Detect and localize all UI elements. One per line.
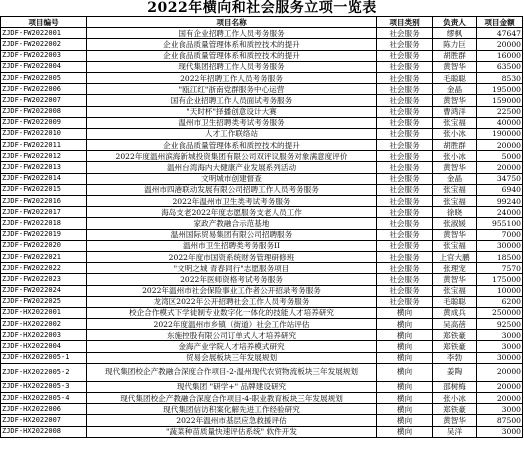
table-row xyxy=(1,426,523,437)
project-amount: 3000 xyxy=(477,341,523,352)
project-amount: 99240 xyxy=(477,196,523,207)
table-row xyxy=(1,196,523,207)
project-amount: 87500 xyxy=(477,415,523,426)
project-code: ZJDF-FW2022004 xyxy=(1,61,87,72)
project-category: 社会服务 xyxy=(377,128,433,139)
project-code: ZJDF-FW2022013 xyxy=(1,162,87,173)
project-leader: 张宝福 xyxy=(433,184,477,195)
project-name: 现代集团招聘工作人员考务服务 xyxy=(87,61,377,72)
project-leader: 郑铁豪 xyxy=(433,341,477,352)
project-code: ZJDF-HX2022005-3 xyxy=(1,381,87,392)
project-amount: 16000 xyxy=(477,50,523,61)
project-amount: 47647 xyxy=(477,28,523,39)
project-name: 文明城市创建督查 xyxy=(87,173,377,184)
project-name: 企业食品质量管理体系和质控技术的提升 xyxy=(87,140,377,151)
project-code: ZJDF-HX2022004 xyxy=(1,341,87,352)
project-leader: 黄成兵 xyxy=(433,307,477,318)
project-leader: 缪枫 xyxy=(433,28,477,39)
project-name: 贸易会展板块三年发展规划 xyxy=(87,352,377,363)
project-amount: 7570 xyxy=(477,263,523,274)
table-row xyxy=(1,296,523,307)
project-category: 社会服务 xyxy=(377,196,433,207)
project-leader: 张宝福 xyxy=(433,117,477,128)
project-amount: 6200 xyxy=(477,296,523,307)
project-category: 横向 xyxy=(377,393,433,404)
header-amount: 项目金额 xyxy=(477,17,523,28)
table-row xyxy=(1,128,523,139)
project-leader: 姜陶 xyxy=(433,363,477,381)
project-leader: 黄智华 xyxy=(433,95,477,106)
table-row xyxy=(1,61,523,72)
project-code: ZJDF-FW2022003 xyxy=(1,50,87,61)
project-leader: 张宝福 xyxy=(433,240,477,251)
project-amount: 20000 xyxy=(477,381,523,392)
project-code: ZJDF-FW2022023 xyxy=(1,274,87,285)
project-name: 国有企业招聘工作人员面试考务服务 xyxy=(87,95,377,106)
project-code: ZJDF-FW2022022 xyxy=(1,263,87,274)
table-row xyxy=(1,140,523,151)
project-leader: 黄智华 xyxy=(433,274,477,285)
project-code: ZJDF-HX2022007 xyxy=(1,415,87,426)
project-category: 横向 xyxy=(377,341,433,352)
project-amount: 20000 xyxy=(477,393,523,404)
project-name: "天时杯"择播创意设计大赛 xyxy=(87,106,377,117)
header-category: 项目类别 xyxy=(377,17,433,28)
project-leader: 郑铁豪 xyxy=(433,330,477,341)
project-leader: 金晶 xyxy=(433,84,477,95)
table-row xyxy=(1,274,523,285)
project-name: "瓯江红"浙南党群服务中心运营 xyxy=(87,84,377,95)
table-header-row xyxy=(1,17,523,28)
project-category: 社会服务 xyxy=(377,72,433,83)
project-category: 社会服务 xyxy=(377,207,433,218)
project-category: 社会服务 xyxy=(377,50,433,61)
project-code: ZJDF-FW2022008 xyxy=(1,106,87,117)
project-category: 横向 xyxy=(377,426,433,437)
project-amount: 34750 xyxy=(477,173,523,184)
header-code: 项目编号 xyxy=(1,17,87,28)
project-code: ZJDF-HX2022006 xyxy=(1,404,87,415)
table-row xyxy=(1,50,523,61)
project-code: ZJDF-HX2022005-1 xyxy=(1,352,87,363)
project-name: 家政产教融合示范基地 xyxy=(87,218,377,229)
project-leader: 张宝福 xyxy=(433,285,477,296)
project-category: 社会服务 xyxy=(377,95,433,106)
table-row xyxy=(1,251,523,262)
project-name: 现代集团信访积案化解先进工作经验研究 xyxy=(87,404,377,415)
project-amount: 20000 xyxy=(477,39,523,50)
project-code: ZJDF-FW2022007 xyxy=(1,95,87,106)
project-category: 社会服务 xyxy=(377,106,433,117)
table-row xyxy=(1,307,523,318)
project-leader: 胡胜群 xyxy=(433,140,477,151)
project-amount: 22500 xyxy=(477,106,523,117)
project-category: 横向 xyxy=(377,319,433,330)
project-leader: 张小冰 xyxy=(433,128,477,139)
project-category: 横向 xyxy=(377,404,433,415)
project-leader: 李勃 xyxy=(433,352,477,363)
table-row xyxy=(1,381,523,392)
project-name: 温州市四港联动发展有限公司招聘工作人员考务服务 xyxy=(87,184,377,195)
project-code: ZJDF-FW2022005 xyxy=(1,72,87,83)
project-leader: 胡胜群 xyxy=(433,50,477,61)
project-amount: 6940 xyxy=(477,184,523,195)
project-name: 2022年招聘工作人员考务服务 xyxy=(87,72,377,83)
table-row xyxy=(1,393,523,404)
project-leader: 陈力巨 xyxy=(433,39,477,50)
project-code: ZJDF-FW2022012 xyxy=(1,151,87,162)
project-category: 社会服务 xyxy=(377,240,433,251)
project-name: 企业食品质量管理体系和质控技术的提升 xyxy=(87,39,377,50)
table-row xyxy=(1,330,523,341)
project-amount: 159000 xyxy=(477,95,523,106)
project-category: 社会服务 xyxy=(377,117,433,128)
project-category: 社会服务 xyxy=(377,61,433,72)
table-row xyxy=(1,173,523,184)
project-name: 2022年度市国资系统财务管理研修班 xyxy=(87,251,377,262)
project-leader: 黄智华 xyxy=(433,61,477,72)
project-name: 国有企业招聘工作人员考务服务 xyxy=(87,28,377,39)
project-leader: 邵树梅 xyxy=(433,381,477,392)
project-category: 社会服务 xyxy=(377,263,433,274)
page-title: 2022年横向和社会服务立项一览表 xyxy=(147,0,377,16)
table-row xyxy=(1,28,523,39)
project-leader: 郑铁豪 xyxy=(433,404,477,415)
project-code: ZJDF-FW2022017 xyxy=(1,207,87,218)
table-row xyxy=(1,263,523,274)
project-leader: 张小冰 xyxy=(433,393,477,404)
project-table xyxy=(0,16,523,438)
table-body xyxy=(1,28,523,438)
project-name: 2022年医师资格考试考务服务 xyxy=(87,274,377,285)
table-row xyxy=(1,39,523,50)
project-category: 横向 xyxy=(377,363,433,381)
project-amount: 30000 xyxy=(477,240,523,251)
project-amount: 955100 xyxy=(477,218,523,229)
project-amount: 8530 xyxy=(477,72,523,83)
table-row xyxy=(1,184,523,195)
project-amount: 40000 xyxy=(477,117,523,128)
project-code: ZJDF-FW2022021 xyxy=(1,251,87,262)
project-name: 企业食品质量管理体系和质控技术的提升 xyxy=(87,50,377,61)
project-leader: 黄智华 xyxy=(433,229,477,240)
table-row xyxy=(1,151,523,162)
project-leader: 毛聪聪 xyxy=(433,296,477,307)
project-name: 2022年度温州滨海新城投资集团有限公司双评议服务对象满意度评价 xyxy=(87,151,377,162)
table-row xyxy=(1,285,523,296)
project-amount: 5000 xyxy=(477,151,523,162)
project-category: 社会服务 xyxy=(377,218,433,229)
project-name: 金海产业学院人才培养模式研究 xyxy=(87,341,377,352)
project-code: ZJDF-FW2022006 xyxy=(1,84,87,95)
project-name: 校企合作模式下学徒制专业数字化一体化的技能人才培养研究 xyxy=(87,307,377,318)
table-row xyxy=(1,352,523,363)
project-category: 社会服务 xyxy=(377,251,433,262)
table-row xyxy=(1,72,523,83)
project-code: ZJDF-FW2022016 xyxy=(1,196,87,207)
project-code: ZJDF-HX2022005-2 xyxy=(1,363,87,381)
table-row xyxy=(1,363,523,381)
project-category: 社会服务 xyxy=(377,151,433,162)
project-amount: 20000 xyxy=(477,363,523,381)
project-name: "文明之城 青春同行"志愿服务项目 xyxy=(87,263,377,274)
project-amount: 18500 xyxy=(477,251,523,262)
project-code: ZJDF-FW2022010 xyxy=(1,128,87,139)
table-row xyxy=(1,240,523,251)
project-amount: 24000 xyxy=(477,207,523,218)
table-row xyxy=(1,162,523,173)
project-name: 现代集团校企产教融合深度合作项目-4-职业教育板块三年发展规划 xyxy=(87,393,377,404)
project-category: 社会服务 xyxy=(377,28,433,39)
project-category: 横向 xyxy=(377,381,433,392)
project-code: ZJDF-HX2022008 xyxy=(1,426,87,437)
project-category: 横向 xyxy=(377,330,433,341)
table-row xyxy=(1,404,523,415)
project-amount: 20000 xyxy=(477,162,523,173)
project-name: 龙湾区2022年公开招聘社会工作人员考务服务 xyxy=(87,296,377,307)
project-amount: 3000 xyxy=(477,404,523,415)
project-leader: 毛聪聪 xyxy=(433,72,477,83)
project-code: ZJDF-FW2022011 xyxy=(1,140,87,151)
table-row xyxy=(1,319,523,330)
project-code: ZJDF-FW2022019 xyxy=(1,229,87,240)
project-category: 社会服务 xyxy=(377,84,433,95)
project-leader: 张小冰 xyxy=(433,151,477,162)
project-category: 社会服务 xyxy=(377,184,433,195)
header-person: 负责人 xyxy=(433,17,477,28)
project-amount: 20000 xyxy=(477,140,523,151)
project-code: ZJDF-FW2022014 xyxy=(1,173,87,184)
project-name: "蔬菜种苗质量快速评估系统" 软件开发 xyxy=(87,426,377,437)
project-amount: 250000 xyxy=(477,307,523,318)
project-amount: 175000 xyxy=(477,274,523,285)
project-name: 现代集团 "研学+" 品牌建设研究 xyxy=(87,381,377,392)
project-name: 温州市卫生招聘类考务服务II xyxy=(87,240,377,251)
project-category: 社会服务 xyxy=(377,274,433,285)
project-amount: 7000 xyxy=(477,229,523,240)
project-code: ZJDF-HX2022003 xyxy=(1,330,87,341)
project-name: 海岛支老2022年度志愿服务支老人员工作 xyxy=(87,207,377,218)
table-row xyxy=(1,415,523,426)
project-code: ZJDF-HX2022002 xyxy=(1,319,87,330)
project-code: ZJDF-FW2022001 xyxy=(1,28,87,39)
project-code: ZJDF-FW2022009 xyxy=(1,117,87,128)
project-name: 2022年温州市基层应急救援评估 xyxy=(87,415,377,426)
project-category: 横向 xyxy=(377,415,433,426)
project-name: 温州市卫生招聘类考试考务服务 xyxy=(87,117,377,128)
project-code: ZJDF-HX2022005-4 xyxy=(1,393,87,404)
project-name: 现代集团校企产教融合深度合作项目-2-温州现代农贸物流板块三年发展规划 xyxy=(87,363,377,381)
project-leader: 徐晓 xyxy=(433,207,477,218)
project-leader: 张理宠 xyxy=(433,263,477,274)
project-code: ZJDF-FW2022018 xyxy=(1,218,87,229)
project-category: 社会服务 xyxy=(377,173,433,184)
project-name: 温州台湾海内大健康产业发展系列活动 xyxy=(87,162,377,173)
project-name: 人才工作联络站 xyxy=(87,128,377,139)
project-amount: 3000 xyxy=(477,426,523,437)
project-leader: 黄智华 xyxy=(433,162,477,173)
project-category: 横向 xyxy=(377,352,433,363)
project-code: ZJDF-FW2022025 xyxy=(1,296,87,307)
table-row xyxy=(1,84,523,95)
project-leader: 上官大鹏 xyxy=(433,251,477,262)
project-leader: 金晶 xyxy=(433,173,477,184)
project-category: 横向 xyxy=(377,307,433,318)
project-amount: 10000 xyxy=(477,285,523,296)
table-row xyxy=(1,117,523,128)
project-amount: 92500 xyxy=(477,319,523,330)
project-name: 东施控股有限公司订单式人才培养研究 xyxy=(87,330,377,341)
table-row xyxy=(1,341,523,352)
table-row xyxy=(1,229,523,240)
project-amount: 3000 xyxy=(477,330,523,341)
table-row xyxy=(1,106,523,117)
project-category: 社会服务 xyxy=(377,39,433,50)
project-category: 社会服务 xyxy=(377,140,433,151)
project-code: ZJDF-FW2022024 xyxy=(1,285,87,296)
project-code: ZJDF-HX2022001 xyxy=(1,307,87,318)
project-code: ZJDF-FW2022002 xyxy=(1,39,87,50)
project-leader: 张宝福 xyxy=(433,196,477,207)
project-amount: 63500 xyxy=(477,61,523,72)
table-row xyxy=(1,95,523,106)
project-category: 社会服务 xyxy=(377,296,433,307)
project-code: ZJDF-FW2022020 xyxy=(1,240,87,251)
table-row xyxy=(1,207,523,218)
project-name: 2022年温州市卫生类考试考务服务 xyxy=(87,196,377,207)
project-code: ZJDF-FW2022015 xyxy=(1,184,87,195)
project-amount: 190000 xyxy=(477,128,523,139)
header-name: 项目名称 xyxy=(87,17,377,28)
project-leader: 吴高蓓 xyxy=(433,319,477,330)
project-category: 社会服务 xyxy=(377,229,433,240)
project-category: 社会服务 xyxy=(377,285,433,296)
project-category: 社会服务 xyxy=(377,162,433,173)
project-amount: 195000 xyxy=(477,84,523,95)
project-leader: 吴洋 xyxy=(433,426,477,437)
project-leader: 张淑媛 xyxy=(433,218,477,229)
project-leader: 黄智华 xyxy=(433,415,477,426)
project-amount: 30000 xyxy=(477,352,523,363)
project-name: 2022年温州市社会保险事业工作者公开招录考务服务 xyxy=(87,285,377,296)
table-row xyxy=(1,218,523,229)
project-leader: 曹鸿洋 xyxy=(433,106,477,117)
project-name: 温州国际贸易集团有限公司招聘服务 xyxy=(87,229,377,240)
project-name: 2022年度温州市乡镇（街道）社会工作站评估 xyxy=(87,319,377,330)
